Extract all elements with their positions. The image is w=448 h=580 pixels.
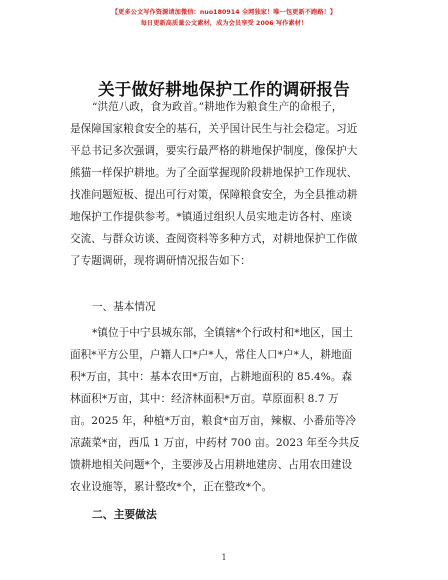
paragraph-line: 熊猫一样保护耕地。为了全面掌握现阶段耕地保护工作现状、 [70,167,358,179]
paragraph-line: 交流、与群众访谈、查阅资料等多种方式，对耕地保护工作做 [70,233,358,245]
paragraph-line: *镇位于中宁县城东部，全镇辖*个行政村和*地区，国土 [92,327,353,339]
paragraph-line: “洪范八政，食为政首。”耕地作为粮食生产的命根子， [92,101,343,113]
intro-paragraph [70,96,370,272]
paragraph-line: 馈耕地相关问题*个，主要涉及占用耕地建房、占用农田建设 [70,459,353,471]
section-heading-basic-situation: 一、基本情况 [92,301,156,313]
paragraph-line: 平总书记多次强调，要实行最严格的耕地保护制度，像保护大 [70,145,358,157]
paragraph-line: 凉蔬菜*亩，西瓜 1 万亩，中药材 700 亩。2023 年至今共反 [70,437,360,449]
section-heading-main-practices: 二、主要做法 [92,508,157,521]
paragraph-line: 了专题调研，现将调研情况报告如下： [70,255,251,267]
paragraph-line: 农业设施等，累计整改*个，正在整改*个。 [70,481,273,493]
paragraph-line: 是保障国家粮食安全的基石，关乎国计民生与社会稳定。习近 [70,123,358,135]
document-title: 关于做好耕地保护工作的调研报告 [98,80,350,99]
paragraph-line: 地保护工作提供参考。*镇通过组织人员实地走访各村、座谈 [70,211,353,223]
promo-banner-line-1: 【更多公文写作资源请加微信：nuo180914 全网独家！唯一包更新不跑路！】 [111,9,337,16]
promo-banner-line-2: 每日更新高质量公文素材，成为会员享受 2006 写作素材！ [140,20,308,27]
paragraph-line: 面积*平方公里，户籍人口*户*人，常住人口*户*人，耕地面 [70,349,353,361]
paragraph-line: 林面积*万亩，其中：经济林面积*万亩。草原面积 8.7 万 [70,393,339,405]
page-number: 1 [221,553,227,562]
paragraph-line: 找准问题短板、提出可行对策，保障粮食安全，为全县推动耕 [70,189,358,201]
paragraph-line: 亩。2025 年，种植*万亩，粮食*亩万亩，辣椒、小番茄等冷 [70,415,357,427]
basic-situation-paragraph [70,322,370,498]
paragraph-line: 积*万亩，其中：基本农田*万亩，占耕地面积的 85.4%。森 [70,371,353,383]
